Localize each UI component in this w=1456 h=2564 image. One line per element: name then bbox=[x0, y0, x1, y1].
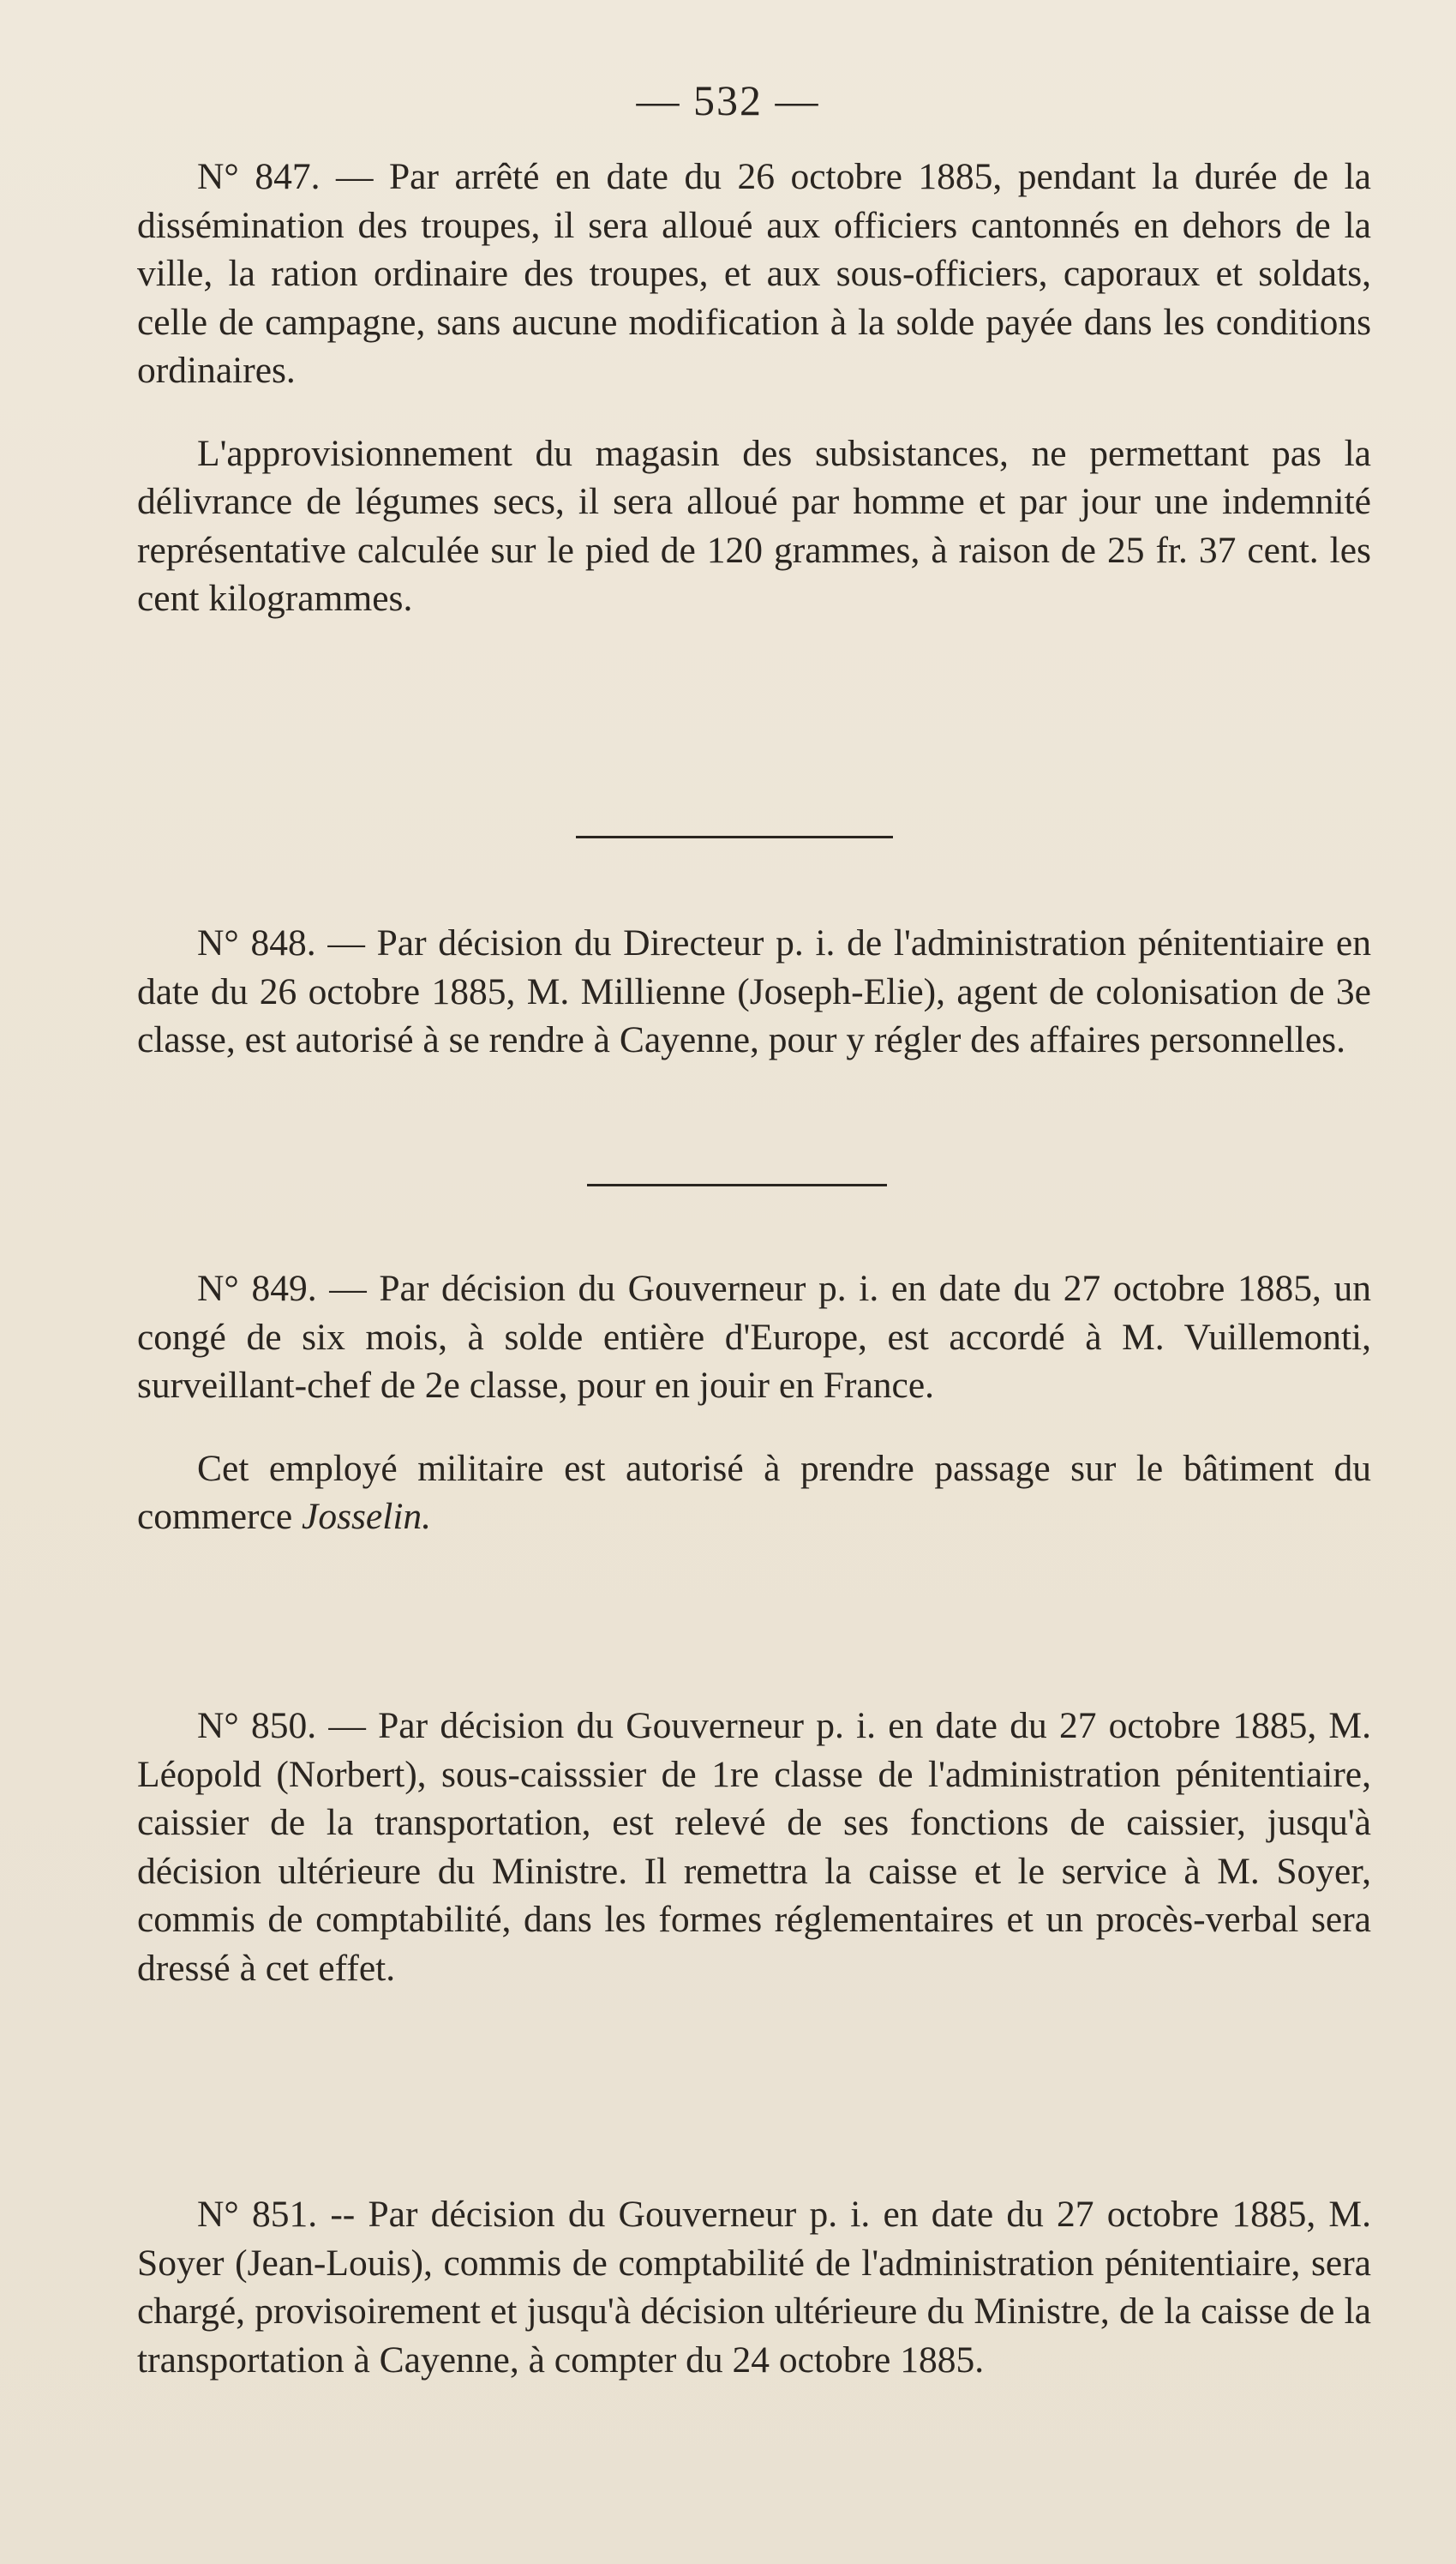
ship-name: Josselin. bbox=[302, 1496, 432, 1537]
entry-850-paragraph-1: N° 850. — Par décision du Gouverneur p. i. en date du 27 octobre 1885, M. Léopold (Norbert), sous-caisssier de 1re classe de l'administration pénitentiaire, caissier de la transportation, est relevé de ses fonctions de caissier, jusqu'à décision ultérieure du Ministre. Il remettra la caisse et le service à M. Soyer, commis de comptabilité, dans les formes réglementaires et un procès-verbal sera dressé à cet effet. bbox=[137, 1705, 1371, 1989]
entry-849-paragraph-2 bbox=[137, 1444, 1371, 1541]
entry-850 bbox=[137, 1702, 1371, 1992]
separator-rule-1 bbox=[576, 836, 893, 838]
entry-849-paragraph-1: N° 849. — Par décision du Gouverneur p. i. en date du 27 octobre 1885, un congé de six mois, à solde entière d'Europe, est accordé à M. Vuillemonti, surveillant-chef de 2e classe, pour en jouir en France. bbox=[137, 1268, 1371, 1406]
entry-848 bbox=[137, 919, 1371, 1065]
entry-847-paragraph-2: L'approvisionnement du magasin des subsistances, ne permettant pas la délivrance de légumes secs, il sera alloué par homme et par jour une indemnité représentative calculée sur le pied de 120 grammes, à raison de 25 fr. 37 cent. les cent kilogrammes. bbox=[137, 432, 1371, 619]
entry-851 bbox=[137, 2190, 1371, 2384]
separator-rule-2 bbox=[587, 1184, 887, 1186]
entry-847-paragraph-1: N° 847. — Par arrêté en date du 26 octobre 1885, pendant la durée de la dissémination des troupes, il sera alloué aux officiers cantonnés en dehors de la ville, la ration ordinaire des troupes, et aux sous-officiers, caporaux et soldats, celle de campagne, sans aucune modification à la solde payée dans les conditions ordinaires. bbox=[137, 156, 1371, 391]
entry-847 bbox=[137, 153, 1371, 623]
entry-849-paragraph-2-text: Cet employé militaire est autorisé à prendre passage sur le bâtiment du commerce bbox=[137, 1447, 1371, 1537]
entry-851-paragraph-1: N° 851. -- Par décision du Gouverneur p. i. en date du 27 octobre 1885, M. Soyer (Jean-Louis), commis de comptabilité de l'administration pénitentiaire, sera chargé, provisoirement et jusqu'à décision ultérieure du Ministre, de la caisse de la transportation à Cayenne, à compter du 24 octobre 1885. bbox=[137, 2194, 1371, 2381]
page-number: — 532 — bbox=[636, 76, 820, 124]
entry-849 bbox=[137, 1264, 1371, 1541]
entry-848-paragraph-1: N° 848. — Par décision du Directeur p. i. de l'administration pénitentiaire en date du 26 octobre 1885, M. Millienne (Joseph-Elie), agent de colonisation de 3e classe, est autorisé à se rendre à Cayenne, pour y régler des affaires personnelles. bbox=[137, 922, 1371, 1060]
